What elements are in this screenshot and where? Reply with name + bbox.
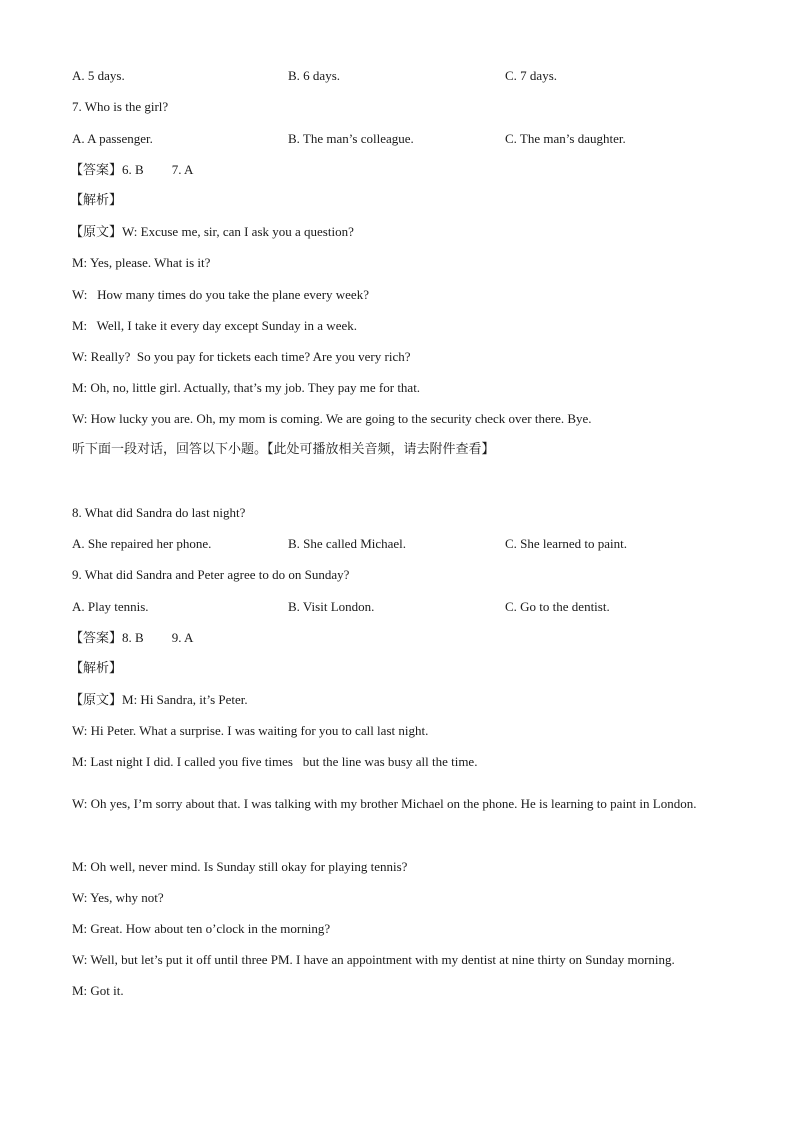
transcript-1-line-6: M: Oh, no, little girl. Actually, that’s my job. They pay me for that. [72,380,421,395]
answer-7: 7. A [171,162,194,177]
q9-question: 9. What did Sandra and Peter agree to do on Sunday? [72,567,350,582]
answer-line-2 [70,629,193,648]
transcript-1-line-3: W: How many times do you take the plane every week? [72,287,369,302]
q6-option-b: B. 6 days. [288,68,340,83]
transcript-2-line-8: W: Well, but let’s put it off until three PM. I have an appointment with my dentist at nine thirty on Sunday morning. [72,952,675,967]
q7-option-a: A. A passenger. [72,131,153,146]
transcript-2-line-4: W: Oh yes, I’m sorry about that. I was talking with my brother Michael on the phone. He is learning to paint in London. [72,796,697,811]
answer-tag: 【答案】 [70,163,123,178]
transcript-1-line-4: M: Well, I take it every day except Sunday in a week. [72,318,357,333]
q9-option-c: C. Go to the dentist. [505,599,610,614]
q8-option-a: A. She repaired her phone. [72,536,212,551]
transcript-tag: 【原文】 [70,693,123,708]
transcript-1-line-2: M: Yes, please. What is it? [72,255,211,270]
q9-option-a: A. Play tennis. [72,599,149,614]
answer-8: 8. B [122,630,144,645]
transcript-2-line-1: 【原文】M: Hi Sandra, it’s Peter. [70,692,248,708]
q8-question: 8. What did Sandra do last night? [72,505,246,520]
answer-9: 9. A [171,630,194,645]
q8-option-c: C. She learned to paint. [505,536,628,551]
answer-line-1 [70,161,193,180]
listening-instruction: 听下面一段对话，回答以下小题。【此处可播放相关音频，请去附件查看】 [72,442,495,457]
q9-options [72,598,722,616]
transcript-1-line-5: W: Really? So you pay for tickets each time? Are you very rich? [72,349,411,364]
q7-option-b: B. The man’s colleague. [288,131,414,146]
q6-option-a: A. 5 days. [72,68,125,83]
q7-options [72,130,722,148]
q9-option-b: B. Visit London. [288,599,375,614]
q6-option-c: C. 7 days. [505,68,557,83]
answer-tag: 【答案】 [70,631,123,646]
transcript-1-line-1: 【原文】W: Excuse me, sir, can I ask you a question? [70,224,354,240]
transcript-2-line-7: M: Great. How about ten o’clock in the morning? [72,921,331,936]
q7-option-c: C. The man’s daughter. [505,131,626,146]
transcript-2-line-9: M: Got it. [72,983,124,998]
answer-6: 6. B [122,162,144,177]
transcript-2-line-6: W: Yes, why not? [72,890,164,905]
q8-options [72,535,722,553]
analysis-tag-1: 【解析】 [70,193,123,208]
transcript-2-line-5: M: Oh well, never mind. Is Sunday still okay for playing tennis? [72,859,408,874]
transcript-2-line-2: W: Hi Peter. What a surprise. I was waiting for you to call last night. [72,723,429,738]
analysis-tag-2: 【解析】 [70,661,123,676]
transcript-tag: 【原文】 [70,225,123,240]
q6-options [72,67,722,85]
transcript-1-line-7: W: How lucky you are. Oh, my mom is coming. We are going to the security check over there. Bye. [72,411,592,426]
q7-question: 7. Who is the girl? [72,99,169,114]
transcript-2-line-3: M: Last night I did. I called you five times but the line was busy all the time. [72,754,478,769]
q8-option-b: B. She called Michael. [288,536,407,551]
